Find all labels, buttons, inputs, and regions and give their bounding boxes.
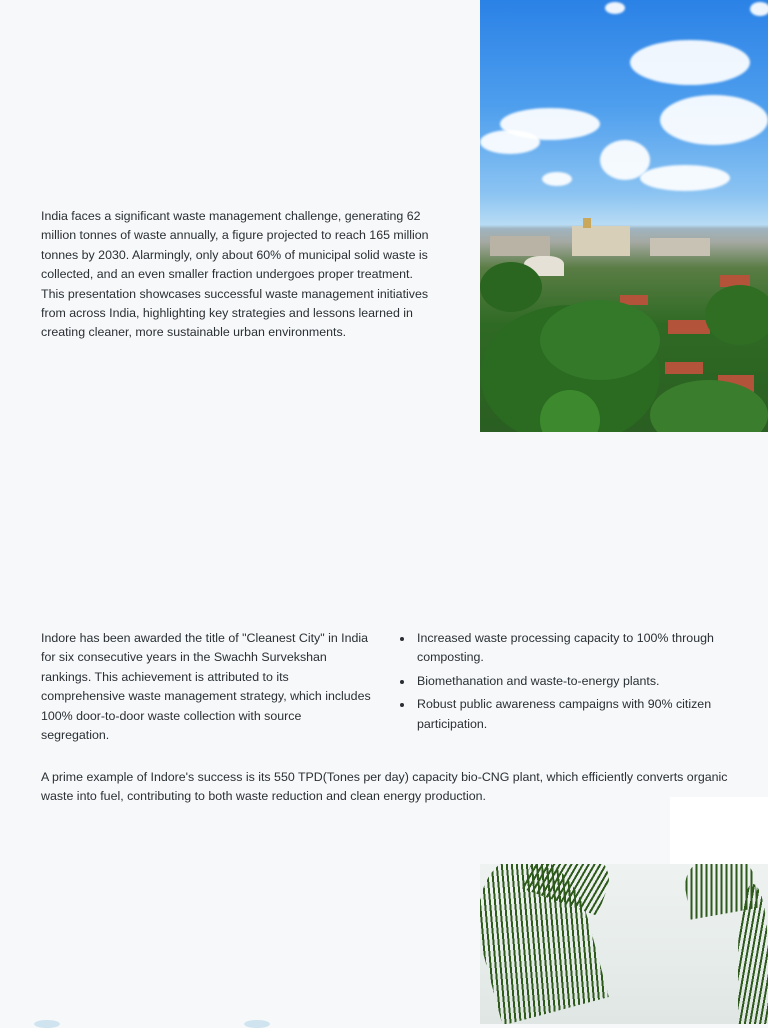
decorative-mark — [34, 1020, 60, 1028]
bullet-text: Robust public awareness campaigns with 90% citizen participation. — [417, 697, 712, 731]
bio-cng-example-paragraph: A prime example of Indore's success is its 550 TPD(Tones per day) capacity bio-CNG plant, which efficiently converts organic waste into fuel, contributing to both waste reduction and clean energy production. — [41, 770, 728, 804]
indore-bullet-list — [398, 629, 728, 738]
bullet-icon — [400, 637, 404, 641]
indore-section — [0, 600, 768, 830]
palm-tree-photo — [480, 864, 768, 1024]
bullet-text: Biomethanation and waste-to-energy plants. — [417, 673, 660, 688]
intro-paragraph: India faces a significant waste management challenge, generating 62 million tonnes of waste annually, a figure projected to reach 165 million tonnes by 2030. Alarmingly, only about 60% of municipal solid waste is collected, and an even smaller fraction undergoes proper treatment. This presentation showcases successful waste management initiatives from across India, highlighting key strategies and lessons learned in creating cleaner, more sustainable urban environments. — [41, 209, 429, 340]
decorative-mark — [244, 1020, 270, 1028]
city-skyline-photo — [480, 0, 768, 432]
bullet-item — [398, 695, 728, 734]
bullet-icon — [400, 680, 404, 684]
bullet-item — [398, 672, 728, 691]
bullet-icon — [400, 703, 404, 707]
intro-section — [0, 0, 768, 432]
decorative-white-panel — [670, 797, 768, 864]
bullet-text: Increased waste processing capacity to 100% through composting. — [417, 631, 714, 665]
bullet-item — [398, 629, 728, 668]
indore-paragraph: Indore has been awarded the title of "Cleanest City" in India for six consecutive years in the Swachh Survekshan rankings. This achievement is attributed to its comprehensive waste management strategy, which includes 100% door-to-door waste collection with source segregation. — [41, 631, 371, 743]
